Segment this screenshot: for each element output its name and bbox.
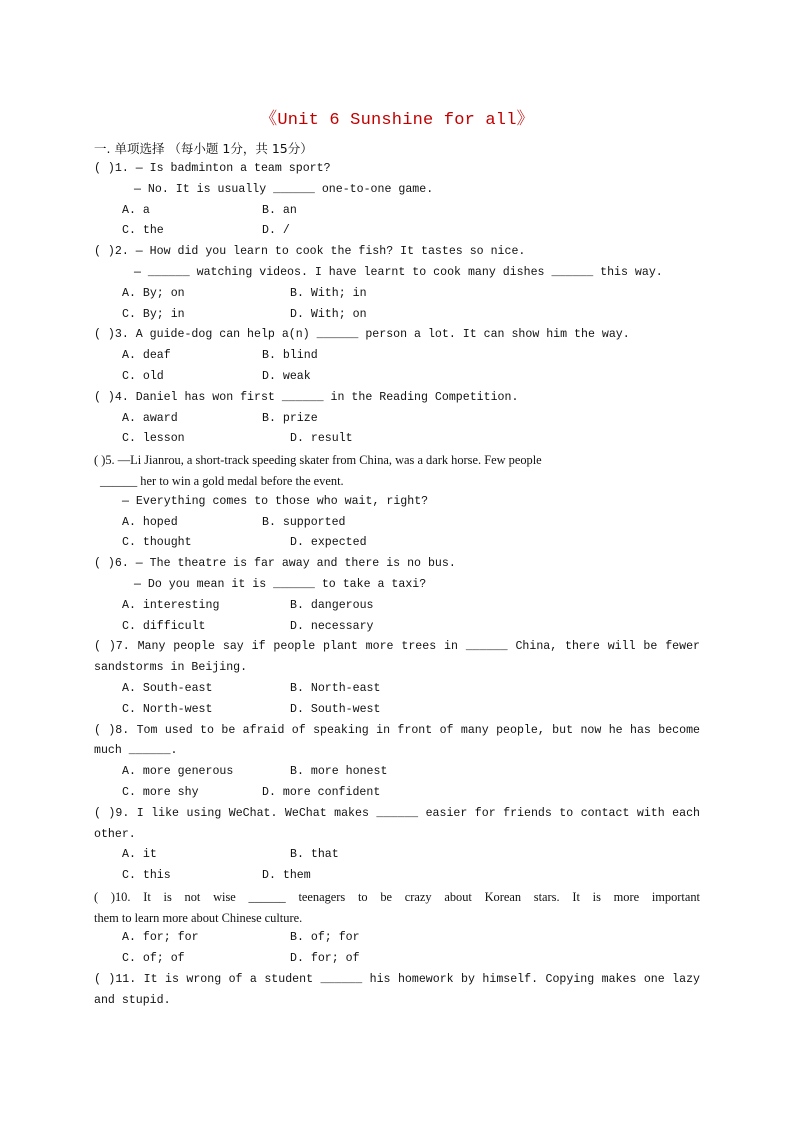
- option-d: D. /: [262, 224, 290, 238]
- option-a: A. deaf: [122, 349, 171, 363]
- question-stem: ( )9. I like using WeChat. WeChat makes ______ easier for friends to contact with each: [94, 806, 700, 820]
- option-row: [94, 513, 700, 534]
- option-row: [94, 533, 700, 554]
- option-a: A. it: [122, 848, 157, 862]
- option-c: C. lesson: [122, 432, 185, 446]
- option-c: C. old: [122, 369, 164, 383]
- option-c: C. thought: [122, 536, 192, 550]
- option-a: A. South-east: [122, 681, 213, 695]
- option-b: B. more honest: [290, 765, 388, 779]
- option-b: B. dangerous: [290, 598, 374, 612]
- option-b: B. blind: [262, 349, 318, 363]
- option-row: [94, 845, 700, 866]
- question-stem: ( )6. — The theatre is far away and there is no bus.: [94, 557, 456, 571]
- question-reply: — Everything comes to those who wait, right?: [122, 494, 429, 508]
- option-d: D. South-west: [290, 702, 381, 716]
- option-c: C. By; in: [122, 307, 185, 321]
- option-b: B. an: [262, 203, 297, 217]
- question-stem-continued: them to learn more about Chinese culture.: [94, 910, 303, 925]
- option-row: [94, 866, 700, 887]
- option-a: A. By; on: [122, 286, 185, 300]
- question-stem: ( )1. — Is badminton a team sport?: [94, 162, 331, 175]
- option-b: B. supported: [262, 515, 346, 529]
- option-row: [94, 596, 700, 617]
- question-stem-continued: and stupid.: [94, 993, 171, 1007]
- question-stem-continued: much ______.: [94, 744, 178, 758]
- option-d: D. result: [290, 432, 353, 446]
- option-b: B. prize: [262, 411, 318, 425]
- option-d: D. more confident: [262, 785, 381, 799]
- question-reply: — ______ watching videos. I have learnt to cook many dishes ______ this way.: [134, 265, 663, 279]
- option-row: [94, 679, 700, 700]
- option-b: B. With; in: [290, 286, 367, 300]
- option-row: [94, 367, 700, 388]
- option-a: A. hoped: [122, 515, 178, 529]
- question-stem: ( )5. —Li Jianrou, a short-track speeding skater from China, was a dark horse. Few people: [94, 453, 542, 468]
- option-d: D. necessary: [290, 619, 374, 633]
- option-a: A. for; for: [122, 931, 199, 945]
- question-reply: — No. It is usually ______ one-to-one game.: [134, 182, 434, 196]
- option-b: B. North-east: [290, 681, 381, 695]
- option-row: [94, 949, 700, 970]
- option-row: [94, 201, 700, 222]
- option-d: D. weak: [262, 369, 311, 383]
- option-a: A. a: [122, 203, 150, 217]
- question-stem-continued: ______ her to win a gold medal before the event.: [100, 473, 344, 488]
- option-row: [94, 928, 700, 949]
- option-b: B. of; for: [290, 931, 360, 945]
- option-row: [94, 305, 700, 326]
- question-stem: ( )8. Tom used to be afraid of speaking in front of many people, but now he has become: [94, 723, 700, 737]
- question-stem: ( )4. Daniel has won first ______ in the Reading Competition.: [94, 390, 519, 404]
- option-row: [94, 429, 700, 450]
- option-row: [94, 783, 700, 804]
- option-c: C. this: [122, 869, 171, 883]
- option-row: [94, 617, 700, 638]
- question-stem: ( )2. — How did you learn to cook the fish? It tastes so nice.: [94, 245, 526, 259]
- option-c: C. of; of: [122, 952, 185, 966]
- option-row: [94, 346, 700, 367]
- option-a: A. more generous: [122, 765, 234, 779]
- option-d: D. With; on: [290, 307, 367, 321]
- page-title: 《Unit 6 Sunshine for all》: [260, 111, 534, 130]
- option-d: D. them: [262, 869, 311, 883]
- question-stem: ( )11. It is wrong of a student ______ his homework by himself. Copying makes one lazy: [94, 973, 700, 987]
- option-a: A. award: [122, 411, 178, 425]
- option-c: C. more shy: [122, 785, 199, 799]
- option-b: B. that: [290, 848, 339, 862]
- option-c: C. the: [122, 224, 164, 238]
- option-c: C. difficult: [122, 619, 206, 633]
- question-stem: ( )10. It is not wise ______ teenagers to be crazy about Korean stars. It is more important: [94, 889, 700, 904]
- question-stem: ( )3. A guide-dog can help a(n) ______ person a lot. It can show him the way.: [94, 328, 630, 342]
- option-row: [94, 284, 700, 305]
- option-row: [94, 221, 700, 242]
- option-a: A. interesting: [122, 598, 220, 612]
- option-d: D. for; of: [290, 952, 360, 966]
- question-stem-continued: other.: [94, 827, 136, 841]
- question-reply: — Do you mean it is ______ to take a taxi?: [134, 577, 427, 591]
- option-c: C. North-west: [122, 702, 213, 716]
- question-stem-continued: sandstorms in Beijing.: [94, 661, 248, 675]
- section-heading: 一. 单项选择 （每小题 1分，共 15分）: [94, 141, 313, 156]
- question-stem: ( )7. Many people say if people plant more trees in ______ China, there will be fewer: [94, 640, 700, 654]
- option-row: [94, 762, 700, 783]
- option-row: [94, 409, 700, 430]
- question-list: [94, 159, 700, 1012]
- option-d: D. expected: [290, 536, 367, 550]
- option-row: [94, 700, 700, 721]
